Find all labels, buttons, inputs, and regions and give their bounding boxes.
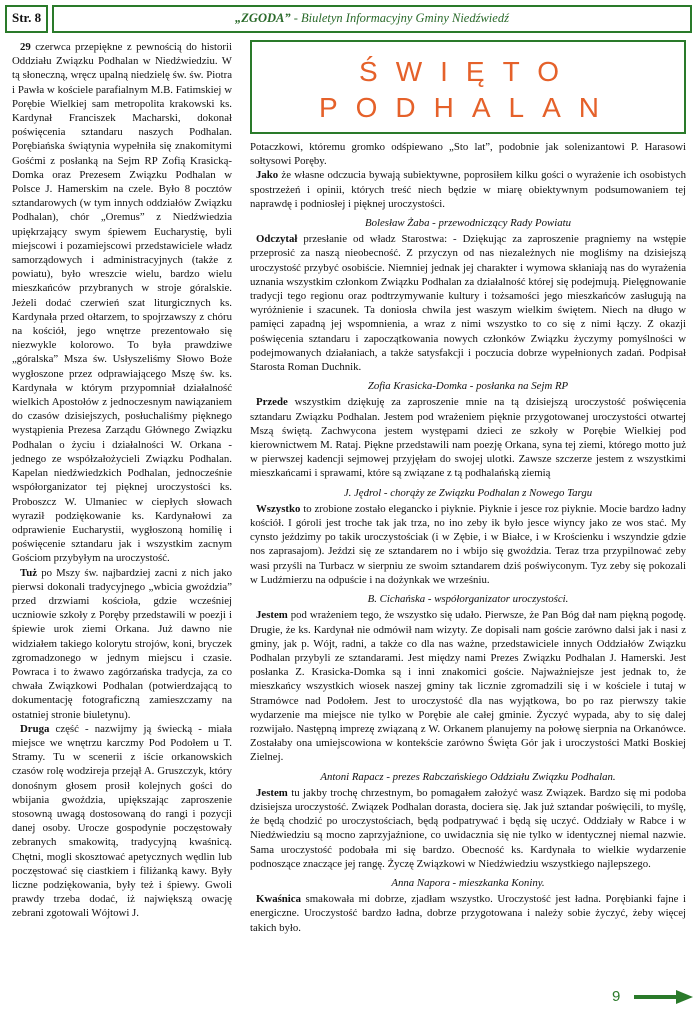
paragraph-lead: Druga xyxy=(20,722,50,735)
paragraph-text: pod wrażeniem tego, że wszystko się udało. Pierwsze, że Pan Bóg dał nam piękną pogodę. Drugie, że ks. Kardynał nie odmówił nam wizyty. Ze dopisali nam goście zarówno dalsi jak i nasi z gminy, jak p. Wójt, radni, a także co dla nas ważne, przedstawiciele innych Oddziałów Związku Podhalan przybyli ze sztandarami. Jest między nami Prezes Związku Podhalan J. Hamerski. Jest posłanka Z. Krasicka-Domka są i inni znakomici goście. Najważniejsze jest jednak to, że mieszkańcy wszystkich wiosek naszej gminy tak licznie zgromadzili się i w kościele i tutaj w Stramówce nad Podołem. Jest to uroczystość dla nas wyjątkowa, bo po raz pierwszy takie wydarzenie ma miejsce nie tylko w Porębie ale całej gminie. Życzyć wypada, aby to się dalej rozwijało. Następną imprezę związaną z W. Orkanem planujemy na połowę sierpnia na Orkanówce. Zostałaby ona umiejscowiona w kontekście zarówno Święta Gór jak i uroczystości Matki Boskiej Zielnej. xyxy=(250,609,686,764)
page-label: Str. 8 xyxy=(12,10,42,25)
page-label-box xyxy=(5,5,48,33)
paragraph-lead: Odczytał xyxy=(256,233,298,246)
paragraph-text: wszystkim dziękuję za zaproszenie mnie na tą dzisiejszą uroczystość poświęcenia sztandaru Związku Podhalan. Jestem pod wrażeniem pięknie przygotowanej uroczystości otwartej Mszą świętą. Zachwycona jestem występami dzieci ze szkoły w Porębie Wielkiej pod kierownictwem M. Rataj. Piękne przedstawili nam poezję Orkana, syna tej ziemi, którego motto już w pierwszej kadencji sejmowej przyjęłam do swojej ulotki. Zawsze szczerze jestem z wszystkimi mieszkańcami i sprawami, które są związane z tą podhalańską ziemią xyxy=(250,396,686,480)
paragraph-lead: Kwaśnica xyxy=(256,893,301,906)
bulletin-title-box xyxy=(52,5,692,33)
paragraph-lead: Przede xyxy=(256,396,288,409)
bulletin-subtitle: - Biuletyn Informacyjny Gminy Niedźwiedź xyxy=(290,11,509,25)
paragraph xyxy=(250,232,686,374)
paragraph xyxy=(250,140,686,168)
speaker-signature: Zofia Krasicka-Domka - posłanka na Sejm RP xyxy=(367,380,569,393)
paragraph-text: smakowała mi dobrze, zjadłam wszystko. Uroczystość jest ładna. Porębianki fajne i energiczne. Uroczystość bardzo ładna, dobrze przygotowana i należy sobie życzyć, żeby więcej takich było. xyxy=(250,893,686,934)
bulletin-name: „ZGODA” xyxy=(235,11,291,25)
speaker-signature: Bolesław Żaba - przewodniczący Rady Powiatu xyxy=(364,217,572,230)
bulletin-title xyxy=(54,11,690,26)
paragraph-text: że własne odczucia bywają subiektywne, poprosiłem kilku gości o wyrażenie ich osobistych spostrzeżeń i opinii, których treść niech będzie w miarę obiektywnym podsumowaniem tej naprawdę i podniosłej i pięknej uroczystości. xyxy=(250,169,686,210)
article-banner xyxy=(250,40,686,134)
paragraph xyxy=(250,608,686,764)
speaker-signature: Antoni Rapacz - prezes Rabczańskiego Oddziału Związku Podhalan. xyxy=(320,770,616,783)
paragraph-lead: Wszystko xyxy=(256,502,301,515)
paragraph-lead: Jestem xyxy=(256,786,288,799)
right-column xyxy=(250,140,686,935)
paragraph xyxy=(12,40,232,566)
paragraph-text: to zrobione zostało elegancko i piyknie. Piyknie i jesce roz piyknie. Mocie bardzo ładny kościół. I góroli jest troche tak jak trza, no ino zeby ik było jesce wiyncy jako ze wos stać. My cynsto jeździmy po takik uroczystościak (i w Zębie, i w Białce, i w Krościenku i wszyndzie gdzie nos zaprasajom). Jeździ się ze sztandarem no i wbijo się gwoździa. Teraz trza przypilnować zeby wasi przyśli na Turbacz w sierpniu ze swoim sztandarem dziś poświyconym. Tyz zeby się pokozali w Ludźmierzu na odpuście i na dożynkak we wrześniu. xyxy=(250,502,686,586)
paragraph xyxy=(12,566,232,722)
speaker-signature: Anna Napora - mieszkanka Koniny. xyxy=(391,876,545,889)
paragraph xyxy=(12,722,232,921)
paragraph-text: przesłanie od władz Starostwa: - Dziękując za zaproszenie pragniemy na wstępie przeprosić za naszą nieobecność. Z przyczyn od nas niezależnych nie mogliśmy na dzisiejszą uroczystość przybyć osobiście. Niemniej jednak jej charakter i wymowa skłaniają nas do wyrażenia uznania wszystkim członkom Związku Podhalan za działalność której się podejmują. Pielęgnowanie tradycji tego regionu oraz podtrzymywanie kultury i tożsamości jego mieszkańców zasługują na wyróżnienie i szacunek. Ta doniosła chwila jest waszym wielkim świętem. Niech na długo w pamięci zapadną jej wspomnienia, a wraz z nimi wszystko to co się z nimi łączy. Z okazji poświęcenia sztandaru i zapoczątkowania nowych członków Związku życzymy pomyślności w podejmowanych działaniach, a także satysfakcji i poczucia dobrze wypełnionych zadań. Podpisał Starosta Roman Duchnik. xyxy=(250,233,686,374)
left-column xyxy=(12,40,232,921)
paragraph-text: czerwca przepiękne z pewnością do historii Oddziału Związku Podhalan w Niedźwiedziu. W tą słoneczną, wręcz upalną niedzielę św. św. Piotra i Pawła w kościele parafialnym M.B. Fatimskiej w Porębie Wielkiej sam metropolita krakowski ks. Kardynał Franciszek Macharski, dokonał poświęcenia sztandaru naszych Podhalan. Porębiańska świątynia wypełniła się znakomitymi Gośćmi z posłanką na Sejm RP Zofią Krasicką-Domka oraz Prezesem Związku Podhalan w Polsce J. Hamerskim na czele. Było 8 pocztów sztandarowych (w tym innych oddziałów Związku Podhalan), chór „Oremus” z Niedźwiedzia upiękrzający swym śpiewem Eucharystię, byli miejscowi i pozamiejscowi przedstawiciele władz samorządowych i administracyjnych (także z powiatu), było wreszcie wielu, bardzo wielu mieszkańców przybranych w stroje góralskie. Jeżeli dodać czerwień szat liturgicznych ks. Kardynała przed ołtarzem, to spojrzawszy z chóru na kościół, jego wnętrze prezentowało się niezwykle kolorowo. To była prawdziwe „góralska” Msza św. Usłyszeliśmy Słowo Boże wygłoszone przez odprawiającego Mszę św. ks. Kardynała w którym przypomniał działalność wielkich Apostołów z jednoczesnym nawiązaniem do czasów dzisiejszych, posłuchaliśmy pięknego wystąpienia Prezesa Zarządu Głównego Związku Podhalan o życiu i działalności W. Orkana - jednego ze współzałożycieli Związku Podhalan. Kapelan niedźwiedzkich Podhalan, jednocześnie współorganizator tej pięknej uroczystości ks. Proboszcz W. Ulmaniec w ciepłych słowach wyraził podziękowanie ks. Kardynałowi za odprawienie Eucharystii, wygłoszoną homilię i poświęcenie sztandaru jak i wszystkim zacnym Gościom przybyłym na uroczystość. xyxy=(12,41,232,565)
paragraph-lead: Tuż xyxy=(20,566,38,579)
paragraph xyxy=(250,395,686,480)
banner-title-line1: ŚWIĘTO xyxy=(359,56,577,87)
page-number: 9 xyxy=(612,988,621,1005)
paragraph xyxy=(250,502,686,587)
paragraph-lead: Jestem xyxy=(256,609,288,622)
paragraph-text: Potaczkowi, któremu gromko odśpiewano „Sto lat”, podobnie jak solenizantowi P. Harasowi sołtysowi Poręby. xyxy=(250,141,686,168)
speaker-signature: J. Jędrol - chorąży ze Związku Podhalan z Nowego Targu xyxy=(343,486,593,499)
paragraph xyxy=(250,168,686,211)
right-arrow-icon[interactable] xyxy=(634,989,694,1005)
banner-title-line2: PODHALAN xyxy=(318,92,618,123)
paragraph-text: po Mszy św. najbardziej zacni z nich jako pierwsi dokonali tradycyjnego „wbicia gwoździa” przed drzwiami kościoła, gdzie wcześniej uczniowie szkoły z Poręby przedstawili w poezji i śpiewie urok ziemi Orkana. Już dawno nie widziałem takiego kolorytu strojów, koni, bryczek zgromadzonego w jednym miejscu i czasie. Powraca i to żwawo zagórzańska tradycja, za co chwała Związkowi Podhalan (potwierdzającą to dokumentację fotograficzną zamieszczamy na ostatniej stronie biuletynu). xyxy=(12,566,232,721)
paragraph xyxy=(250,786,686,871)
speaker-signature: B. Cichańska - współorganizator uroczystości. xyxy=(367,593,569,606)
paragraph-text: część - nazwijmy ją świecką - miała miejsce we wnętrzu karczmy Pod Podołem u T. Stramy. Tu w scenerii z iście orkanowskich czasów rolę wodzireja przejął A. Gruszczyk, który donośnym głosem prosił kolejnych gości do wbijania gwoździa, upiększając zaproszenie stosowną uwagą dostosowaną do rangi i pozycji danej osoby. Urocze gospodynie poczęstowały zebranych smakowitą, tradycyjną kwaśnicą. Chętni, mogli skosztować apetycznych wędlin lub poczęstować się ciastkiem i filiżanką kawy. Były liczne podziękowania, były też i śpiewy. Gwoli prawdy trzeba dodać, iż największą owację zebrani zgotowali Wójtowi J. xyxy=(12,722,232,920)
paragraph xyxy=(250,892,686,935)
paragraph-lead: Jako xyxy=(256,169,279,182)
paragraph-lead: 29 xyxy=(20,41,31,53)
paragraph-text: tu jakby trochę chrzestnym, bo pomagałem założyć wasz Związek. Bardzo się mi podoba dzisiejsza uroczystość. Związek Podhalan dorasta, dociera się. Jak już sztandar poświęcili, to myślę, że będą chodzić po uroczystościach, będą podpatrywać i będą się uczyć. Oddziały w Rabce i w Niedźwiedziu są mocno zaprzyjaźnione, co uwidacznia się nie tylko w identycznej niemal nazwie. Sama uroczystość podobała mi się bardzo. Obecność ks. Kardynała to wielkie wydarzenie podnoszące znaczące jej rangę. Życzę Związkowi w Niedźwiedziu wszystkiego najlepszego. xyxy=(250,786,686,870)
